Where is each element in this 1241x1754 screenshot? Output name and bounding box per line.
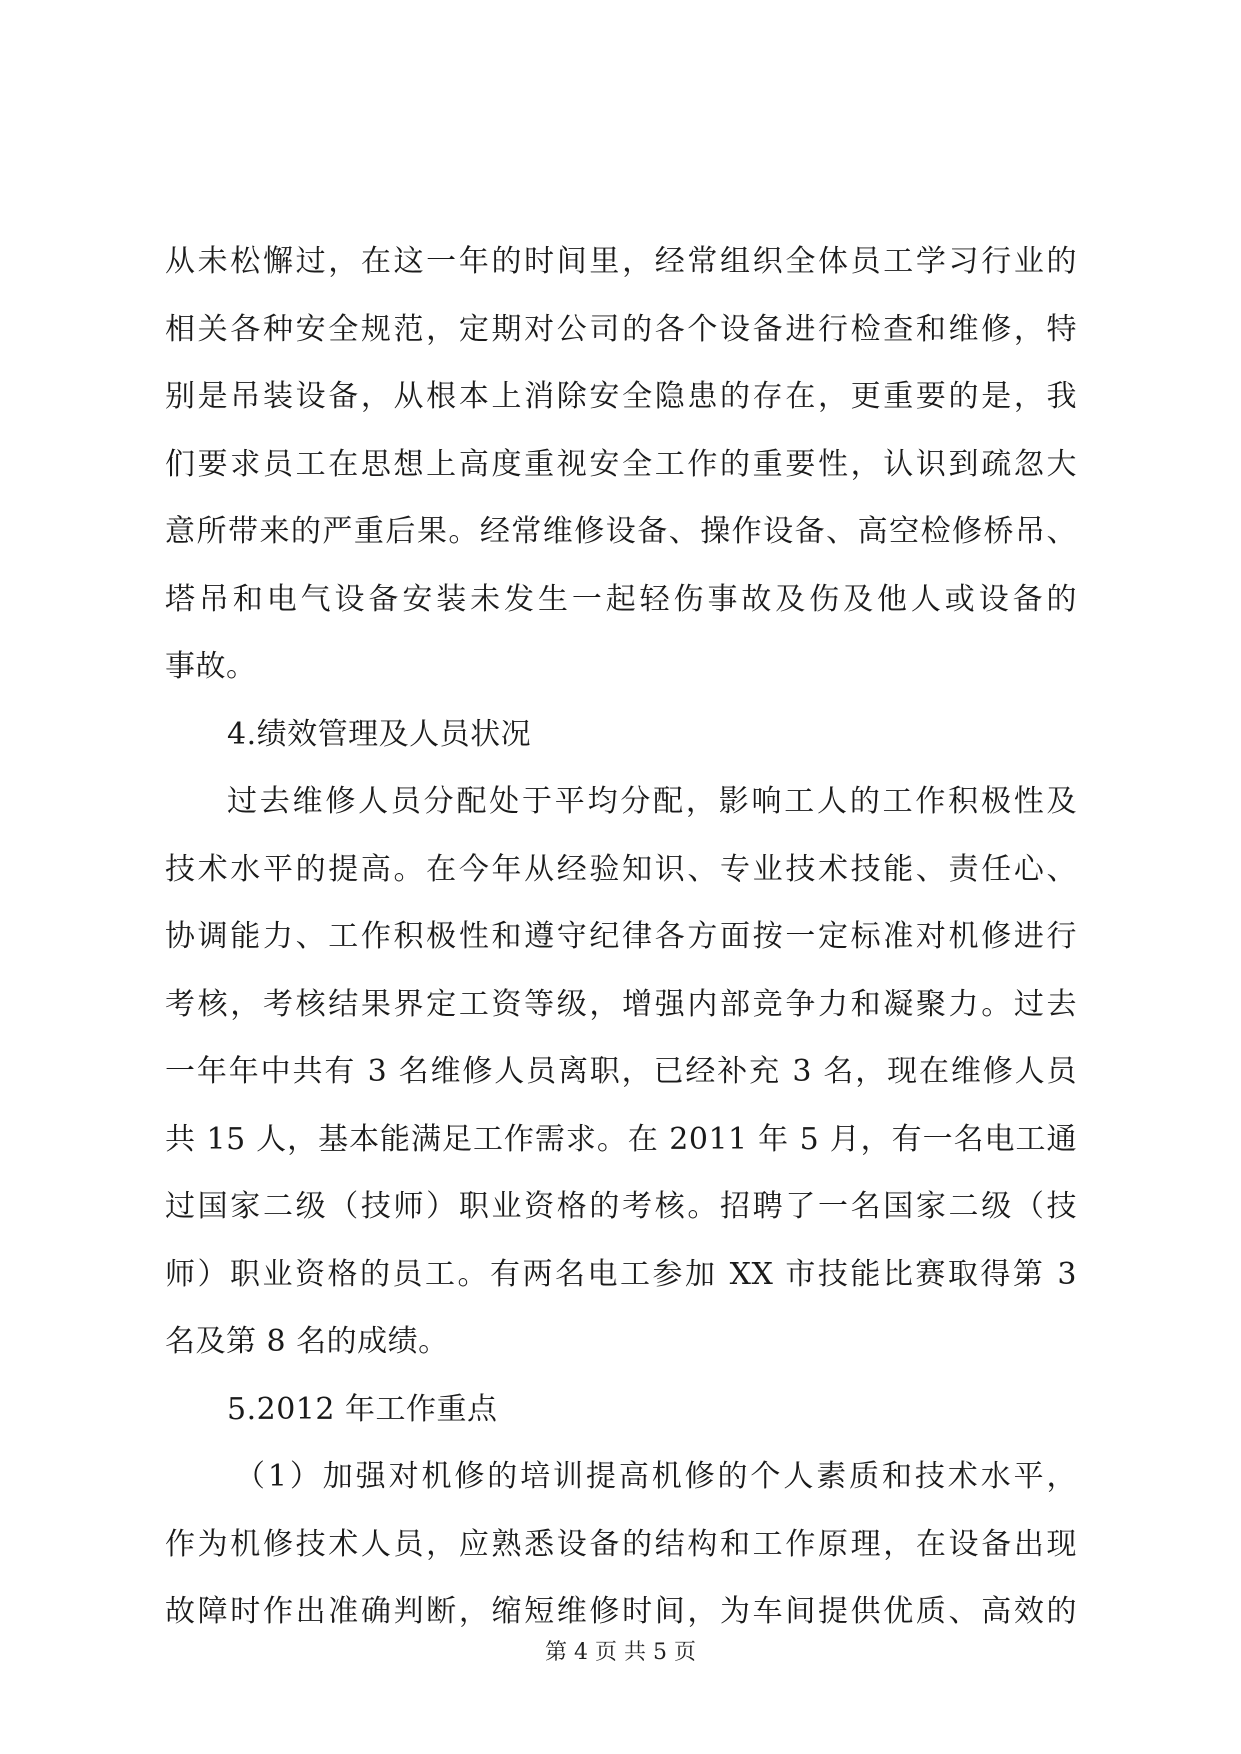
text-line: 从未松懈过，在这一年的时间里，经常组织全体员工学习行业的 (165, 244, 1077, 279)
text-line: 故障时作出准确判断，缩短维修时间，为车间提供优质、高效的 (165, 1594, 1077, 1629)
text-line: 过国家二级（技师）职业资格的考核。招聘了一名国家二级（技 (165, 1189, 1077, 1224)
text-line: 协调能力、工作积极性和遵守纪律各方面按一定标准对机修进行 (165, 919, 1077, 954)
text-line: （1）加强对机修的培训提高机修的个人素质和技术水平， (235, 1459, 1077, 1494)
text-line: 名及第 8 名的成绩。 (165, 1324, 449, 1359)
section-heading: 5.2012 年工作重点 (227, 1391, 498, 1427)
text-line: 作为机修技术人员，应熟悉设备的结构和工作原理，在设备出现 (165, 1526, 1077, 1562)
text-line: 考核，考核结果界定工资等级，增强内部竞争力和凝聚力。过去 (165, 986, 1077, 1022)
text-line: 事故。 (165, 649, 257, 684)
text-line: 塔吊和电气设备安装未发生一起轻伤事故及伤及他人或设备的 (165, 581, 1077, 617)
text-line: 们要求员工在思想上高度重视安全工作的重要性，认识到疏忽大 (165, 446, 1077, 482)
text-line: 共 15 人，基本能满足工作需求。在 2011 年 5 月，有一名电工通 (165, 1121, 1077, 1157)
text-line: 一年年中共有 3 名维修人员离职，已经补充 3 名，现在维修人员 (165, 1054, 1077, 1089)
text-line: 意所带来的严重后果。经常维修设备、操作设备、高空检修桥吊、 (165, 514, 1077, 549)
page-number-footer: 第 4 页 共 5 页 (545, 1640, 696, 1665)
text-line: 师）职业资格的员工。有两名电工参加 XX 市技能比赛取得第 3 (165, 1256, 1077, 1292)
text-line: 相关各种安全规范，定期对公司的各个设备进行检查和维修，特 (165, 311, 1077, 347)
text-line: 过去维修人员分配处于平均分配，影响工人的工作积极性及 (227, 784, 1077, 819)
document-body (165, 228, 1077, 1646)
section-heading: 4.绩效管理及人员状况 (227, 716, 532, 752)
text-line: 别是吊装设备，从根本上消除安全隐患的存在，更重要的是，我 (165, 379, 1077, 414)
text-line: 技术水平的提高。在今年从经验知识、专业技术技能、责任心、 (165, 851, 1077, 887)
